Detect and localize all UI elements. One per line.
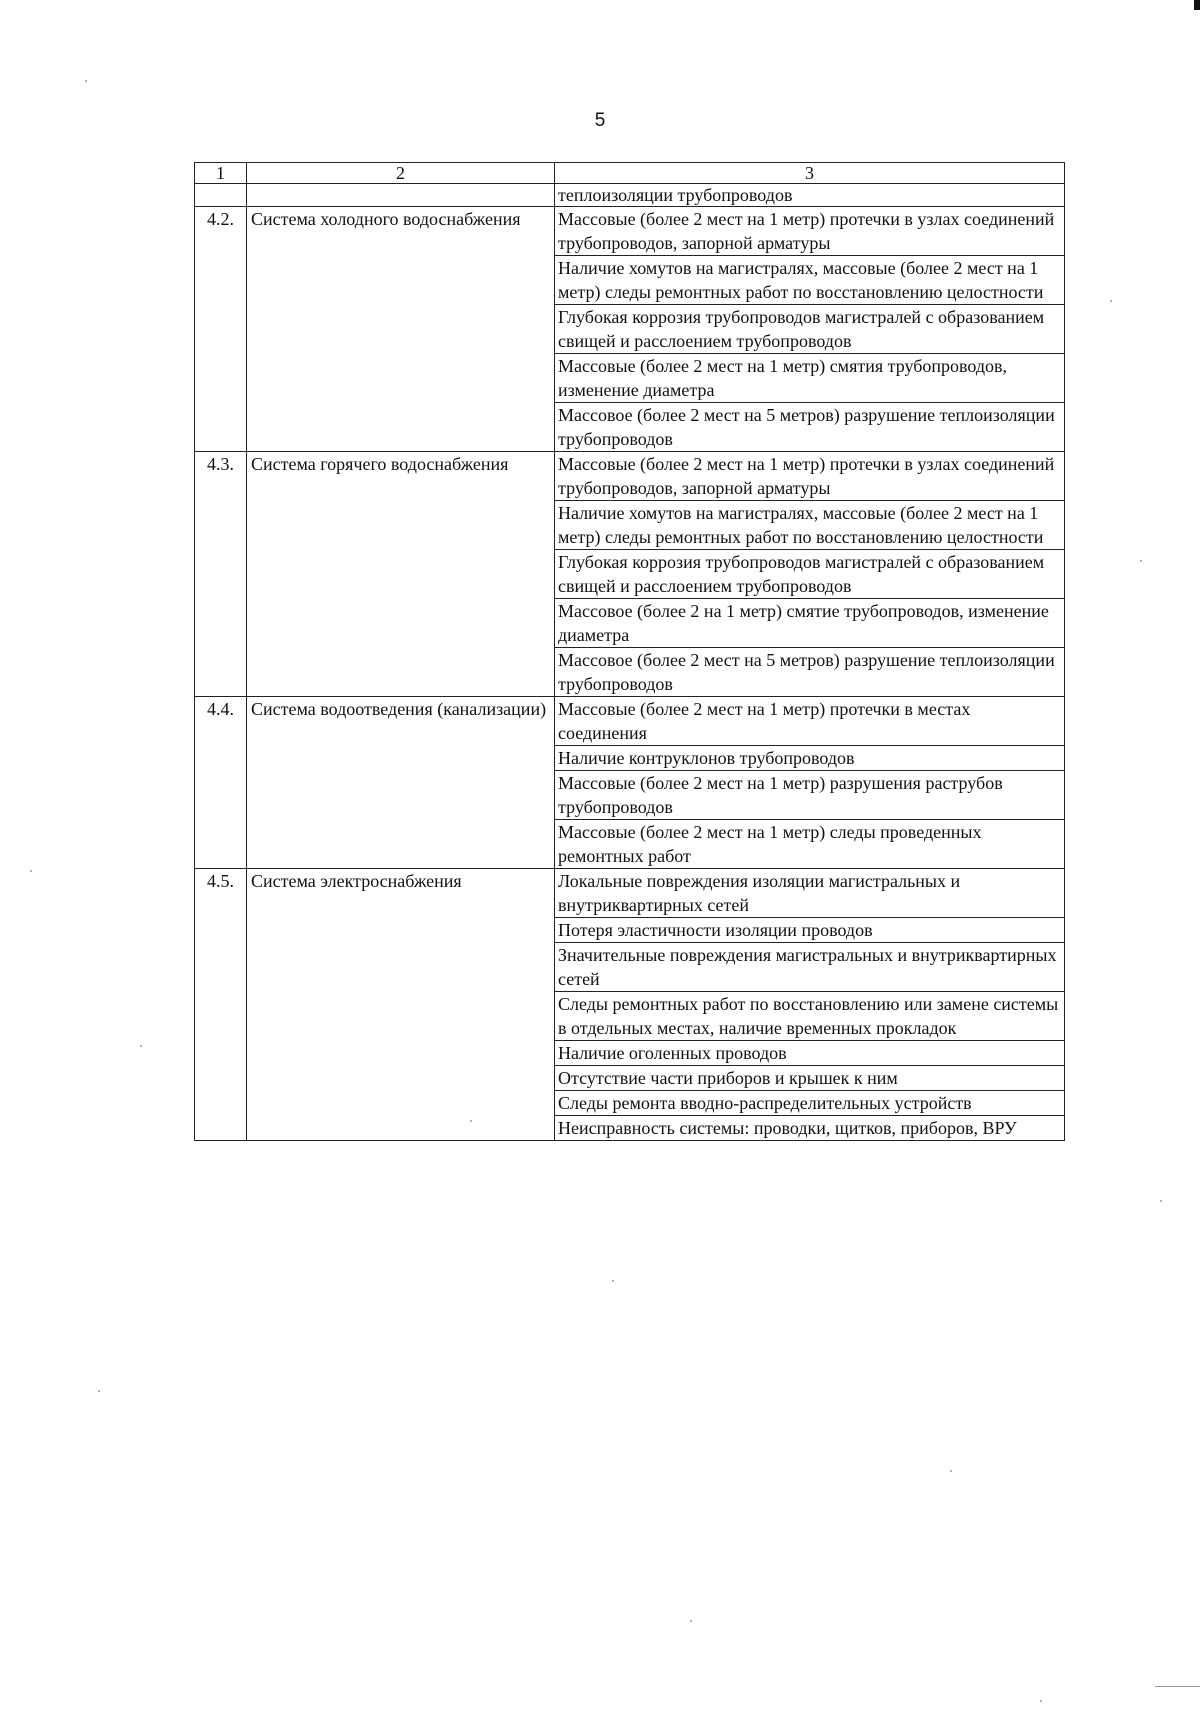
table-row [195,207,1065,256]
system-name: Система горячего водоснабжения [247,452,555,697]
continuation-text: теплоизоляции трубопроводов [555,184,1065,207]
header-col-2: 2 [247,163,555,184]
scan-speck [1140,560,1142,562]
scan-speck [98,1390,100,1392]
system-name: Система холодного водоснабжения [247,207,555,452]
scan-speck [1110,300,1112,302]
defect-description: Наличие хомутов на магистралях, массовые (более 2 мест на 1 метр) следы ремонтных работ по восстановлению целостности [555,501,1065,550]
defect-description: Отсутствие части приборов и крышек к ним [555,1066,1065,1091]
scan-speck [950,1470,952,1472]
section-number: 4.5. [195,869,247,1141]
scan-speck [1040,1700,1042,1702]
defect-description: Наличие оголенных проводов [555,1041,1065,1066]
defect-description: Глубокая коррозия трубопроводов магистралей с образованием свищей и расслоением трубопроводов [555,305,1065,354]
continuation-system-cell [247,184,555,207]
scan-corner-mark [1194,0,1200,10]
defect-description: Следы ремонтных работ по восстановлению или замене системы в отдельных местах, наличие временных прокладок [555,992,1065,1041]
defect-description: Массовое (более 2 на 1 метр) смятие трубопроводов, изменение диаметра [555,599,1065,648]
table-row [195,452,1065,501]
system-name: Система водоотведения (канализации) [247,697,555,869]
defect-description: Массовое (более 2 мест на 5 метров) разрушение теплоизоляции трубопроводов [555,403,1065,452]
defect-description: Неисправность системы: проводки, щитков, приборов, ВРУ [555,1116,1065,1141]
section-number: 4.2. [195,207,247,452]
scan-speck [690,1620,692,1622]
defect-description: Массовые (более 2 мест на 1 метр) смятия трубопроводов, изменение диаметра [555,354,1065,403]
section-number: 4.4. [195,697,247,869]
scan-speck [470,1120,472,1122]
defect-description: Глубокая коррозия трубопроводов магистралей с образованием свищей и расслоением трубопроводов [555,550,1065,599]
system-name: Система электроснабжения [247,869,555,1141]
defects-table [194,162,1065,1141]
continuation-row [195,184,1065,207]
defect-description: Массовые (более 2 мест на 1 метр) протечки в узлах соединений трубопроводов, запорной арматуры [555,207,1065,256]
defect-description: Массовые (более 2 мест на 1 метр) протечки в узлах соединений трубопроводов, запорной арматуры [555,452,1065,501]
defect-description: Локальные повреждения изоляции магистральных и внутриквартирных сетей [555,869,1065,918]
scan-speck [1160,1200,1162,1202]
scan-edge-line [1155,1686,1200,1687]
defect-description: Наличие хомутов на магистралях, массовые (более 2 мест на 1 метр) следы ремонтных работ по восстановлению целостности [555,256,1065,305]
defect-description: Массовые (более 2 мест на 1 метр) разрушения раструбов трубопроводов [555,771,1065,820]
page-number: 5 [594,110,606,131]
defect-description: Массовые (более 2 мест на 1 метр) следы проведенных ремонтных работ [555,820,1065,869]
section-number: 4.3. [195,452,247,697]
scan-speck [85,80,87,82]
defect-description: Следы ремонта вводно-распределительных устройств [555,1091,1065,1116]
table-row [195,869,1065,918]
table-row [195,697,1065,746]
scan-speck [30,870,32,872]
continuation-num-cell [195,184,247,207]
header-col-3: 3 [555,163,1065,184]
scan-speck [612,1280,614,1282]
defect-description: Потеря эластичности изоляции проводов [555,918,1065,943]
header-col-1: 1 [195,163,247,184]
defect-description: Массовые (более 2 мест на 1 метр) протечки в местах соединения [555,697,1065,746]
defect-description: Наличие контруклонов трубопроводов [555,746,1065,771]
scan-speck [140,1045,142,1047]
defect-description: Массовое (более 2 мест на 5 метров) разрушение теплоизоляции трубопроводов [555,648,1065,697]
table-header-row [195,163,1065,184]
defect-description: Значительные повреждения магистральных и внутриквартирных сетей [555,943,1065,992]
